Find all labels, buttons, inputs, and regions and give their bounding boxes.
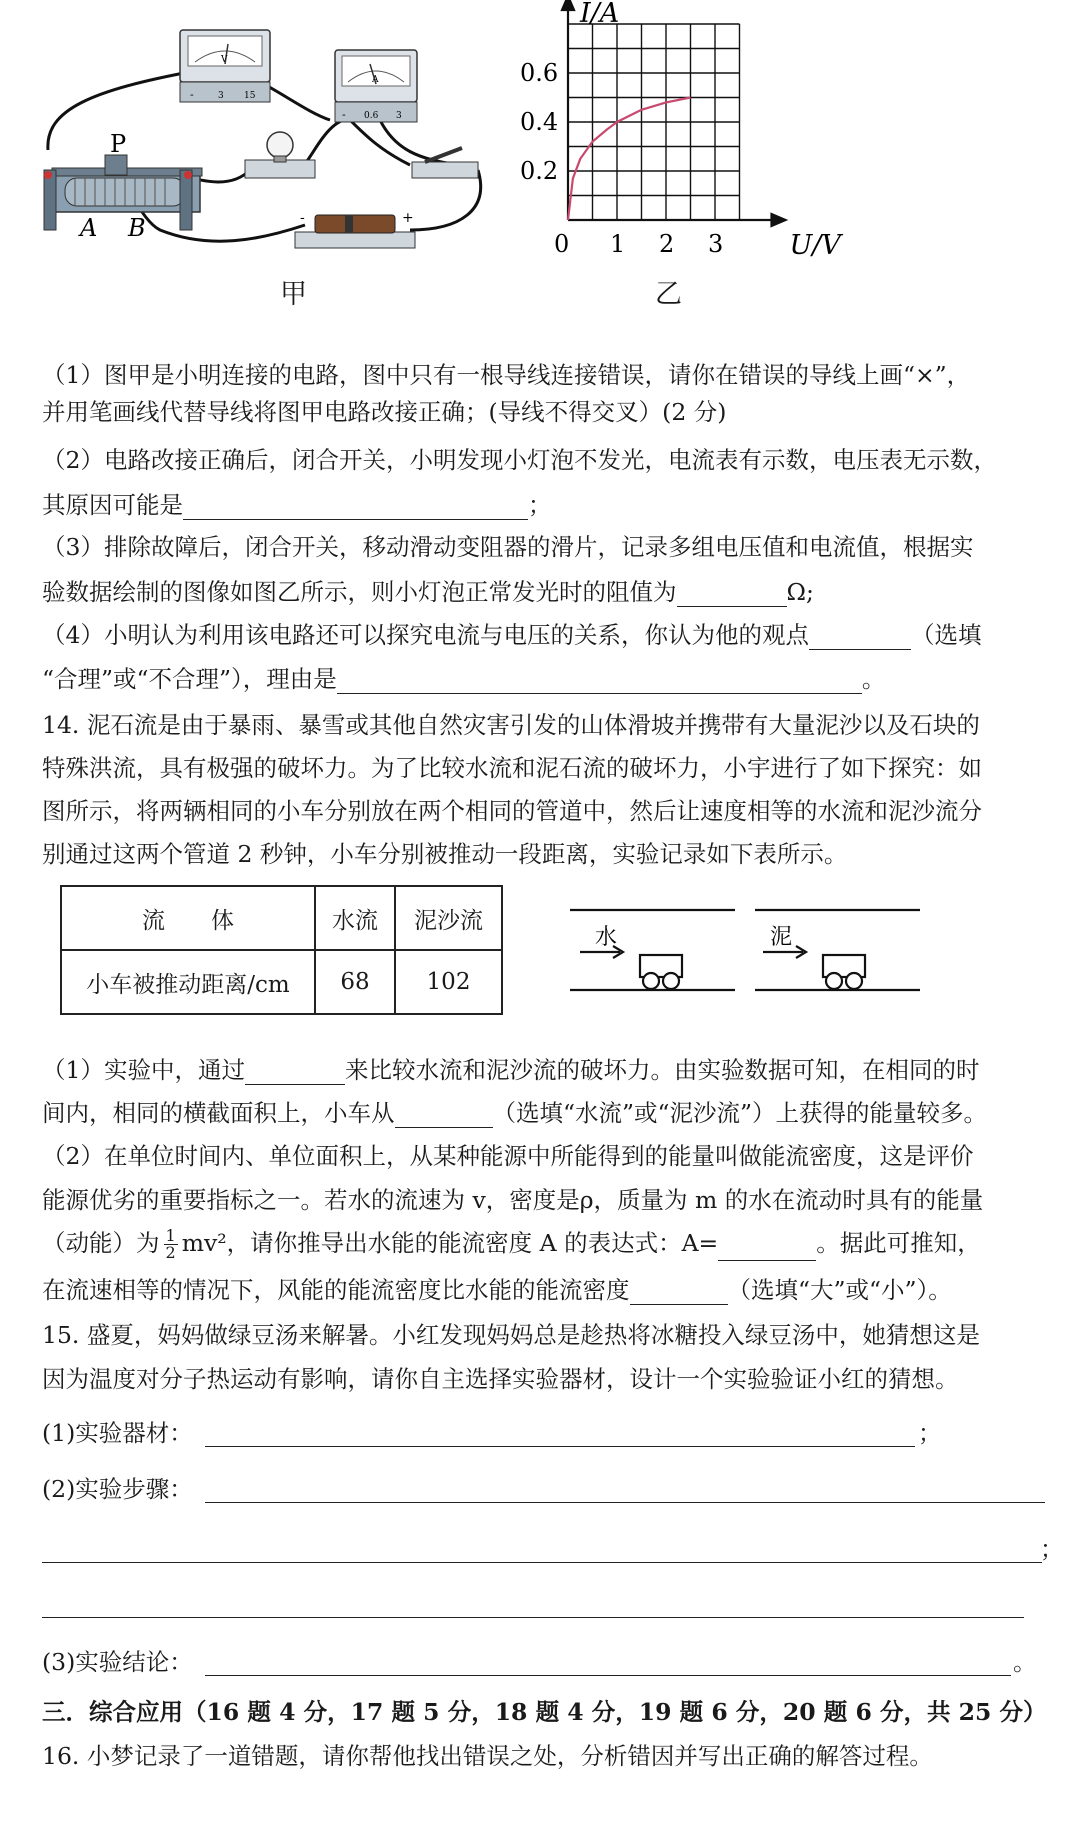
q15-equipment-label: (1)实验器材： [42, 1419, 193, 1447]
pipe-water-label: 水 [595, 925, 618, 950]
fraction-one-half: $\frac{1}{2}$ [165, 1226, 176, 1262]
answer-line[interactable] [205, 1675, 1011, 1676]
q13-part1-line1: （1）图甲是小明连接的电路，图中只有一根导线连接错误，请你在错误的导线上画“×”， [42, 361, 971, 389]
ammeter-letter: A [372, 75, 379, 85]
voltmeter-terminal-3: 3 [218, 91, 224, 101]
q14-part2-line3: （动能）为 $\frac{1}{2}$ mv²，请你推导出水能的能流密度 A 的表达式：A= 。据此可推知， [42, 1226, 981, 1262]
q13-part4-line2: “合理”或“不合理”），理由是 。 [42, 665, 886, 693]
x-axis-arrow [772, 214, 786, 226]
x-axis-label: U/V [789, 230, 841, 261]
answer-blank[interactable] [630, 1280, 728, 1305]
battery-plus: + [402, 210, 414, 226]
origin-label: 0 [554, 230, 570, 258]
answer-blank[interactable] [677, 582, 787, 607]
q16-line1: 16. 小梦记录了一道错题，请你帮他找出错误之处，分析错因并写出正确的解答过程。 [42, 1742, 933, 1770]
q13-part2-line2: 其原因可能是 ； [42, 491, 552, 519]
section3-heading: 三．综合应用（16 题 4 分，17 题 5 分，18 题 4 分，19 题 6 分，20 题 6 分，共 25 分） [42, 1698, 1047, 1726]
answer-line[interactable] [205, 1446, 915, 1447]
q14-part1-line1: （1）实验中，通过 来比较水流和泥沙流的破坏力。由实验数据可知，在相同的时 [42, 1056, 980, 1084]
iu-curve [568, 98, 691, 221]
pipe-mud-label: 泥 [770, 925, 793, 950]
answer-blank[interactable] [395, 1103, 493, 1128]
x-tick-label: 1 [610, 230, 626, 258]
q14-part1-line2: 间内，相同的横截面积上，小车从 （选填“水流”或“泥沙流”）上获得的能量较多。 [42, 1099, 988, 1127]
answer-line[interactable] [42, 1562, 1042, 1563]
q14-intro-line3: 图所示，将两辆相同的小车分别放在两个相同的管道中，然后让速度相等的水流和泥沙流分 [42, 797, 982, 825]
iu-graph-figure-yi [0, 0, 1080, 300]
y-tick-label: 0.2 [520, 157, 559, 185]
q15-conclusion-end: 。 [1013, 1648, 1037, 1676]
y-axis-label: I/A [580, 0, 620, 29]
rheostat-label-b: B [128, 214, 146, 242]
q15-steps-end: ； [1040, 1535, 1064, 1563]
battery-minus: - [300, 210, 305, 226]
q13-part3-line2: 验数据绘制的图像如图乙所示，则小灯泡正常发光时的阻值为 Ω; [42, 578, 814, 606]
rheostat-label-p: P [110, 130, 127, 158]
x-tick-label: 3 [708, 230, 724, 258]
q14-part2-line1: （2）在单位时间内、单位面积上，从某种能源中所能得到的能量叫做能流密度，这是评价 [42, 1142, 974, 1170]
voltmeter-letter: V [221, 55, 228, 65]
table-header-cell: 流 体 [61, 886, 315, 950]
q13-part2-line1: （2）电路改接正确后，闭合开关，小明发现小灯泡不发光，电流表有示数，电压表无示数， [42, 446, 997, 474]
table-cell: 68 [315, 950, 395, 1014]
q13-part3-line1: （3）排除故障后，闭合开关，移动滑动变阻器的滑片，记录多组电压值和电流值，根据实 [42, 533, 974, 561]
q14-part2-line2: 能源优劣的重要指标之一。若水的流速为 v，密度是ρ，质量为 m 的水在流动时具有的能量 [42, 1186, 984, 1214]
q15-intro-line2: 因为温度对分子热运动有影响，请你自主选择实验器材，设计一个实验验证小红的猜想。 [42, 1365, 959, 1393]
table-cell: 小车被推动距离/cm [61, 950, 315, 1014]
q14-data-table [60, 885, 503, 1015]
q15-intro-line1: 15. 盛夏，妈妈做绿豆汤来解暑。小红发现妈妈总是趁热将冰糖投入绿豆汤中，她猜想这是 [42, 1321, 980, 1349]
answer-line[interactable] [205, 1502, 1045, 1503]
q15-equipment-end: ； [918, 1419, 942, 1447]
q13-part1-line2: 并用笔画线代替导线将图甲电路改接正确；(导线不得交叉）(2 分) [42, 398, 727, 426]
table-cell: 102 [395, 950, 502, 1014]
table-row [61, 950, 502, 1014]
answer-blank[interactable] [337, 669, 862, 694]
q14-intro-line1: 14. 泥石流是由于暴雨、暴雪或其他自然灾害引发的山体滑坡并携带有大量泥沙以及石块的 [42, 711, 980, 739]
figure-jia-caption: 甲 [280, 279, 307, 310]
figure-yi-caption: 乙 [655, 279, 682, 310]
cart-icon [640, 955, 682, 989]
table-header-cell: 泥沙流 [395, 886, 502, 950]
x-tick-label: 2 [659, 230, 675, 258]
table-row [61, 886, 502, 950]
answer-blank[interactable] [809, 625, 911, 650]
pipes-diagram [565, 900, 925, 1000]
y-tick-label: 0.6 [520, 59, 559, 87]
answer-line[interactable] [42, 1617, 1024, 1618]
q14-part2-line4: 在流速相等的情况下，风能的能流密度比水能的能流密度 （选填“大”或“小”）。 [42, 1276, 952, 1304]
voltmeter-terminal-neg: - [190, 88, 194, 101]
answer-blank[interactable] [183, 495, 528, 520]
ammeter-terminal-3: 3 [396, 111, 402, 121]
ammeter-terminal-neg: - [342, 108, 346, 121]
ammeter-terminal-06: 0.6 [364, 111, 379, 121]
q15-conclusion-label: (3)实验结论： [42, 1648, 193, 1676]
y-axis-arrow [562, 0, 574, 10]
rheostat-label-a: A [80, 214, 98, 242]
answer-blank[interactable] [718, 1236, 816, 1261]
answer-blank[interactable] [245, 1060, 345, 1085]
q13-part4-line1: （4）小明认为利用该电路还可以探究电流与电压的关系，你认为他的观点 （选填 [42, 621, 982, 649]
q14-intro-line2: 特殊洪流，具有极强的破坏力。为了比较水流和泥石流的破坏力，小宇进行了如下探究：如 [42, 754, 982, 782]
cart-icon [823, 955, 865, 989]
q15-steps-label: (2)实验步骤： [42, 1475, 193, 1503]
y-tick-label: 0.4 [520, 108, 559, 136]
table-header-cell: 水流 [315, 886, 395, 950]
q14-intro-line4: 别通过这两个管道 2 秒钟，小车分别被推动一段距离，实验记录如下表所示。 [42, 840, 848, 868]
voltmeter-terminal-15: 15 [244, 91, 256, 101]
